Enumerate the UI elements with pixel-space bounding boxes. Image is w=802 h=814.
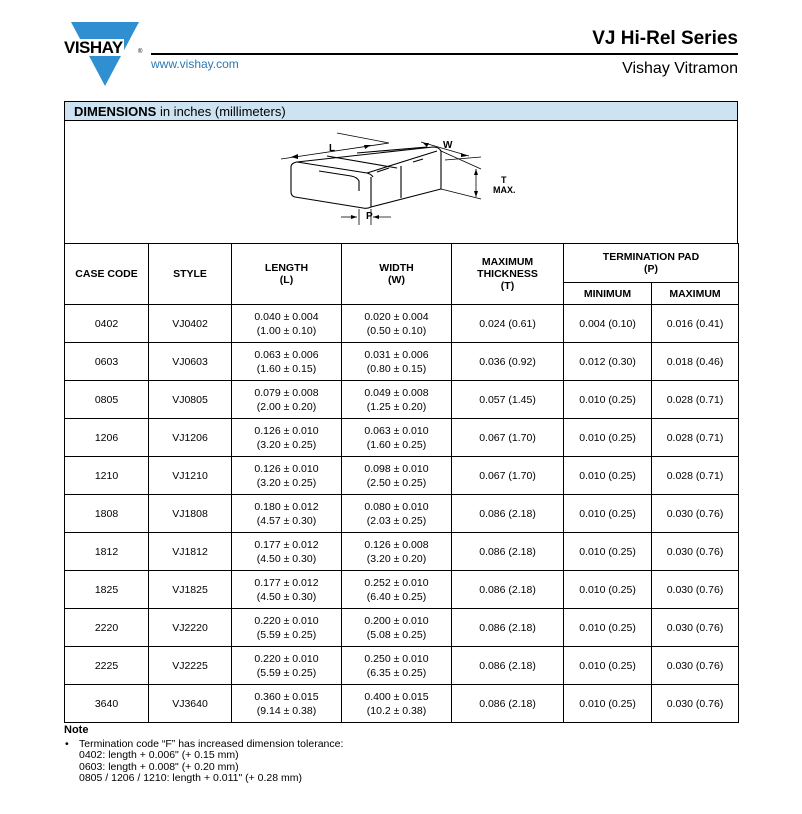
width-cell-value: 0.020 ± 0.004 xyxy=(364,310,429,323)
case-code-cell xyxy=(65,495,149,533)
pad-min-cell-value: 0.012 (0.30) xyxy=(579,355,636,368)
chip-capacitor-drawing xyxy=(281,129,521,233)
width-cell xyxy=(342,609,452,647)
pad-max-cell xyxy=(652,495,739,533)
style-cell xyxy=(149,495,232,533)
pad-max-cell xyxy=(652,571,739,609)
length-cell-value: 0.063 ± 0.006 xyxy=(254,348,319,361)
thickness-cell xyxy=(452,685,564,723)
length-cell-value: 0.180 ± 0.012 xyxy=(254,500,319,513)
length-cell xyxy=(232,609,342,647)
length-cell xyxy=(232,305,342,343)
note-line: Termination code “F” has increased dimension tolerance: xyxy=(79,737,344,750)
label-t-max: MAX. xyxy=(493,185,516,195)
pad-min-cell xyxy=(564,305,652,343)
pad-max-cell-value: 0.028 (0.71) xyxy=(666,431,724,444)
pad-max-cell xyxy=(652,457,739,495)
length-cell xyxy=(232,419,342,457)
pad-max-cell-value: 0.030 (0.76) xyxy=(666,697,724,710)
length-cell-value: 0.220 ± 0.010 xyxy=(254,652,319,665)
thickness-cell xyxy=(452,305,564,343)
thickness-cell-value: 0.086 (2.18) xyxy=(479,583,536,596)
case-code-cell xyxy=(65,571,149,609)
style-cell xyxy=(149,609,232,647)
pad-min-cell xyxy=(564,381,652,419)
pad-max-cell-value: 0.018 (0.46) xyxy=(666,355,724,368)
width-cell xyxy=(342,305,452,343)
pad-max-cell-value: 0.030 (0.76) xyxy=(666,507,724,520)
length-cell-value: (1.60 ± 0.15) xyxy=(256,362,317,375)
pad-max-cell-value: 0.028 (0.71) xyxy=(666,469,724,482)
pad-max-cell xyxy=(652,685,739,723)
table-row xyxy=(65,457,739,495)
length-cell-value: (5.59 ± 0.25) xyxy=(256,666,317,679)
case-code-cell xyxy=(65,647,149,685)
case-code-cell-value: 0603 xyxy=(94,355,119,368)
length-cell xyxy=(232,685,342,723)
header-termination-pad: TERMINATION PAD (P) xyxy=(564,244,739,283)
length-cell-value: (4.57 ± 0.30) xyxy=(256,514,317,527)
table-row xyxy=(65,419,739,457)
section-banner xyxy=(64,101,738,121)
length-cell xyxy=(232,343,342,381)
thickness-cell-value: 0.057 (1.45) xyxy=(479,393,536,406)
pad-min-cell-value: 0.004 (0.10) xyxy=(579,317,636,330)
pad-max-cell-value: 0.030 (0.76) xyxy=(666,659,724,672)
thickness-cell-value: 0.036 (0.92) xyxy=(479,355,536,368)
thickness-cell-value: 0.067 (1.70) xyxy=(479,469,536,482)
width-cell-value: 0.400 ± 0.015 xyxy=(364,690,429,703)
width-cell xyxy=(342,381,452,419)
style-cell-value: VJ1210 xyxy=(172,469,208,482)
section-title-bold: DIMENSIONS xyxy=(74,104,157,119)
width-cell-value: 0.098 ± 0.010 xyxy=(364,462,429,475)
width-cell xyxy=(342,571,452,609)
style-cell-value: VJ1206 xyxy=(172,431,208,444)
pad-min-cell-value: 0.010 (0.25) xyxy=(579,697,636,710)
style-cell xyxy=(149,305,232,343)
table-row xyxy=(65,495,739,533)
subtitle: Vishay Vitramon xyxy=(622,60,738,77)
note-line: 0603: length + 0.008" (+ 0.20 mm) xyxy=(79,760,239,773)
note-section xyxy=(64,725,343,785)
case-code-cell xyxy=(65,305,149,343)
header-width: WIDTH (W) xyxy=(342,244,452,305)
length-cell xyxy=(232,457,342,495)
pad-min-cell xyxy=(564,495,652,533)
length-cell-value: 0.360 ± 0.015 xyxy=(254,690,319,703)
thickness-cell-value: 0.024 (0.61) xyxy=(479,317,536,330)
case-code-cell xyxy=(65,457,149,495)
style-cell xyxy=(149,457,232,495)
width-cell-value: (2.50 ± 0.25) xyxy=(366,476,427,489)
pad-min-cell-value: 0.010 (0.25) xyxy=(579,621,636,634)
style-cell-value: VJ2220 xyxy=(172,621,208,634)
case-code-cell-value: 1812 xyxy=(94,545,119,558)
pad-min-cell xyxy=(564,533,652,571)
width-cell-value: (1.25 ± 0.20) xyxy=(366,400,427,413)
pad-max-cell xyxy=(652,305,739,343)
width-cell-value: (10.2 ± 0.38) xyxy=(366,704,427,717)
width-cell xyxy=(342,419,452,457)
header-pad-minimum: MINIMUM xyxy=(564,283,652,305)
style-cell xyxy=(149,381,232,419)
case-code-cell-value: 1808 xyxy=(94,507,119,520)
width-cell-value: 0.126 ± 0.008 xyxy=(364,538,429,551)
thickness-cell-value: 0.086 (2.18) xyxy=(479,697,536,710)
width-cell xyxy=(342,495,452,533)
pad-max-cell xyxy=(652,419,739,457)
pad-min-cell-value: 0.010 (0.25) xyxy=(579,545,636,558)
pad-min-cell xyxy=(564,685,652,723)
style-cell xyxy=(149,533,232,571)
case-code-cell xyxy=(65,609,149,647)
width-cell-value: (6.35 ± 0.25) xyxy=(366,666,427,679)
case-code-cell-value: 0805 xyxy=(94,393,119,406)
style-cell-value: VJ3640 xyxy=(172,697,208,710)
length-cell-value: (3.20 ± 0.25) xyxy=(256,476,317,489)
pad-max-cell xyxy=(652,343,739,381)
length-cell xyxy=(232,647,342,685)
width-cell-value: (0.80 ± 0.15) xyxy=(366,362,427,375)
style-cell-value: VJ2225 xyxy=(172,659,208,672)
width-cell-value: (0.50 ± 0.10) xyxy=(366,324,427,337)
width-cell xyxy=(342,343,452,381)
pad-max-cell-value: 0.030 (0.76) xyxy=(666,545,724,558)
case-code-cell-value: 0402 xyxy=(94,317,119,330)
section-title-rest: in inches (millimeters) xyxy=(156,104,286,119)
table-body xyxy=(65,305,739,723)
table-row xyxy=(65,685,739,723)
pad-max-cell xyxy=(652,533,739,571)
table-row xyxy=(65,343,739,381)
header-max-thickness: MAXIMUM THICKNESS (T) xyxy=(452,244,564,305)
width-cell-value: (2.03 ± 0.25) xyxy=(366,514,427,527)
thickness-cell xyxy=(452,381,564,419)
pad-min-cell-value: 0.010 (0.25) xyxy=(579,431,636,444)
pad-min-cell-value: 0.010 (0.25) xyxy=(579,583,636,596)
thickness-cell xyxy=(452,343,564,381)
length-cell-value: 0.220 ± 0.010 xyxy=(254,614,319,627)
pad-max-cell xyxy=(652,647,739,685)
table-row xyxy=(65,533,739,571)
case-code-cell-value: 2225 xyxy=(94,659,119,672)
pad-min-cell xyxy=(564,457,652,495)
length-cell-value: 0.040 ± 0.004 xyxy=(254,310,319,323)
length-cell xyxy=(232,533,342,571)
length-cell-value: (2.00 ± 0.20) xyxy=(256,400,317,413)
pad-max-cell xyxy=(652,381,739,419)
style-cell xyxy=(149,647,232,685)
table-row xyxy=(65,571,739,609)
header-pad-maximum: MAXIMUM xyxy=(652,283,739,305)
length-cell-value: (9.14 ± 0.38) xyxy=(256,704,317,717)
table-row xyxy=(65,381,739,419)
thickness-cell-value: 0.086 (2.18) xyxy=(479,621,536,634)
style-cell-value: VJ0402 xyxy=(172,317,208,330)
case-code-cell-value: 2220 xyxy=(94,621,119,634)
case-code-cell-value: 3640 xyxy=(94,697,119,710)
table-row xyxy=(65,609,739,647)
series-title: VJ Hi-Rel Series xyxy=(592,28,738,49)
style-cell-value: VJ1808 xyxy=(172,507,208,520)
width-cell-value: 0.200 ± 0.010 xyxy=(364,614,429,627)
length-cell-value: (4.50 ± 0.30) xyxy=(256,552,317,565)
thickness-cell xyxy=(452,495,564,533)
pad-max-cell-value: 0.030 (0.76) xyxy=(666,583,724,596)
case-code-cell xyxy=(65,419,149,457)
width-cell xyxy=(342,533,452,571)
thickness-cell xyxy=(452,647,564,685)
note-line: 0402: length + 0.006" (+ 0.15 mm) xyxy=(79,749,239,761)
length-cell-value: (4.50 ± 0.30) xyxy=(256,590,317,603)
length-cell-value: 0.079 ± 0.008 xyxy=(254,386,319,399)
pad-min-cell-value: 0.010 (0.25) xyxy=(579,469,636,482)
pad-min-cell-value: 0.010 (0.25) xyxy=(579,507,636,520)
label-p: P xyxy=(366,211,373,222)
case-code-cell-value: 1825 xyxy=(94,583,119,596)
thickness-cell xyxy=(452,457,564,495)
label-w: W xyxy=(443,140,453,151)
header-style: STYLE xyxy=(149,244,232,305)
style-cell xyxy=(149,343,232,381)
pad-min-cell xyxy=(564,343,652,381)
width-cell xyxy=(342,685,452,723)
thickness-cell xyxy=(452,571,564,609)
width-cell-value: (3.20 ± 0.20) xyxy=(366,552,427,565)
length-cell-value: 0.177 ± 0.012 xyxy=(254,576,319,589)
pad-min-cell-value: 0.010 (0.25) xyxy=(579,393,636,406)
width-cell-value: (1.60 ± 0.25) xyxy=(366,438,427,451)
length-cell-value: (5.59 ± 0.25) xyxy=(256,628,317,641)
header-length: LENGTH (L) xyxy=(232,244,342,305)
width-cell-value: (6.40 ± 0.25) xyxy=(366,590,427,603)
pad-max-cell-value: 0.028 (0.71) xyxy=(666,393,724,406)
length-cell-value: 0.177 ± 0.012 xyxy=(254,538,319,551)
thickness-cell-value: 0.086 (2.18) xyxy=(479,507,536,520)
width-cell-value: 0.080 ± 0.010 xyxy=(364,500,429,513)
label-l: L xyxy=(329,143,336,154)
pad-max-cell xyxy=(652,609,739,647)
style-cell-value: VJ0603 xyxy=(172,355,208,368)
width-cell-value: 0.250 ± 0.010 xyxy=(364,652,429,665)
case-code-cell xyxy=(65,685,149,723)
width-cell xyxy=(342,647,452,685)
style-cell-value: VJ0805 xyxy=(172,393,208,406)
label-t: T xyxy=(501,175,507,185)
thickness-cell-value: 0.067 (1.70) xyxy=(479,431,536,444)
thickness-cell-value: 0.086 (2.18) xyxy=(479,545,536,558)
width-cell xyxy=(342,457,452,495)
table-row xyxy=(65,305,739,343)
style-cell xyxy=(149,685,232,723)
style-cell xyxy=(149,571,232,609)
case-code-cell xyxy=(65,381,149,419)
style-cell-value: VJ1812 xyxy=(172,545,208,558)
table-row xyxy=(65,647,739,685)
pad-min-cell-value: 0.010 (0.25) xyxy=(579,659,636,672)
thickness-cell-value: 0.086 (2.18) xyxy=(479,659,536,672)
note-title: Note xyxy=(64,724,89,736)
style-cell-value: VJ1825 xyxy=(172,583,208,596)
dimensions-section xyxy=(64,101,738,723)
vishay-logo xyxy=(63,20,143,88)
length-cell-value: 0.126 ± 0.010 xyxy=(254,462,319,475)
width-cell-value: 0.031 ± 0.006 xyxy=(364,348,429,361)
pad-min-cell xyxy=(564,647,652,685)
length-cell xyxy=(232,381,342,419)
pad-min-cell xyxy=(564,419,652,457)
length-cell-value: 0.126 ± 0.010 xyxy=(254,424,319,437)
note-line: 0805 / 1206 / 1210: length + 0.011" (+ 0.28 mm) xyxy=(79,772,303,784)
case-code-cell xyxy=(65,533,149,571)
width-cell-value: 0.049 ± 0.008 xyxy=(364,386,429,399)
case-code-cell-value: 1206 xyxy=(94,431,119,444)
thickness-cell xyxy=(452,609,564,647)
style-cell xyxy=(149,419,232,457)
length-cell-value: (1.00 ± 0.10) xyxy=(256,324,317,337)
case-code-cell-value: 1210 xyxy=(94,469,119,482)
width-cell-value: 0.252 ± 0.010 xyxy=(364,576,429,589)
note-item xyxy=(64,739,343,785)
header-case-code: CASE CODE xyxy=(65,244,149,305)
website-link[interactable]: www.vishay.com xyxy=(151,57,239,71)
thickness-cell xyxy=(452,533,564,571)
length-cell xyxy=(232,495,342,533)
pad-max-cell-value: 0.016 (0.41) xyxy=(666,317,724,330)
brand-wordmark: VISHAY xyxy=(64,38,123,57)
dimensions-table xyxy=(64,243,739,723)
header-rule xyxy=(151,53,738,55)
length-cell xyxy=(232,571,342,609)
registered-mark: ® xyxy=(138,49,143,55)
pad-min-cell xyxy=(564,609,652,647)
bullet-icon: • xyxy=(65,737,69,750)
thickness-cell xyxy=(452,419,564,457)
length-cell-value: (3.20 ± 0.25) xyxy=(256,438,317,451)
pad-max-cell-value: 0.030 (0.76) xyxy=(666,621,724,634)
dimension-figure xyxy=(64,121,738,243)
width-cell-value: (5.08 ± 0.25) xyxy=(366,628,427,641)
pad-min-cell xyxy=(564,571,652,609)
width-cell-value: 0.063 ± 0.010 xyxy=(364,424,429,437)
case-code-cell xyxy=(65,343,149,381)
